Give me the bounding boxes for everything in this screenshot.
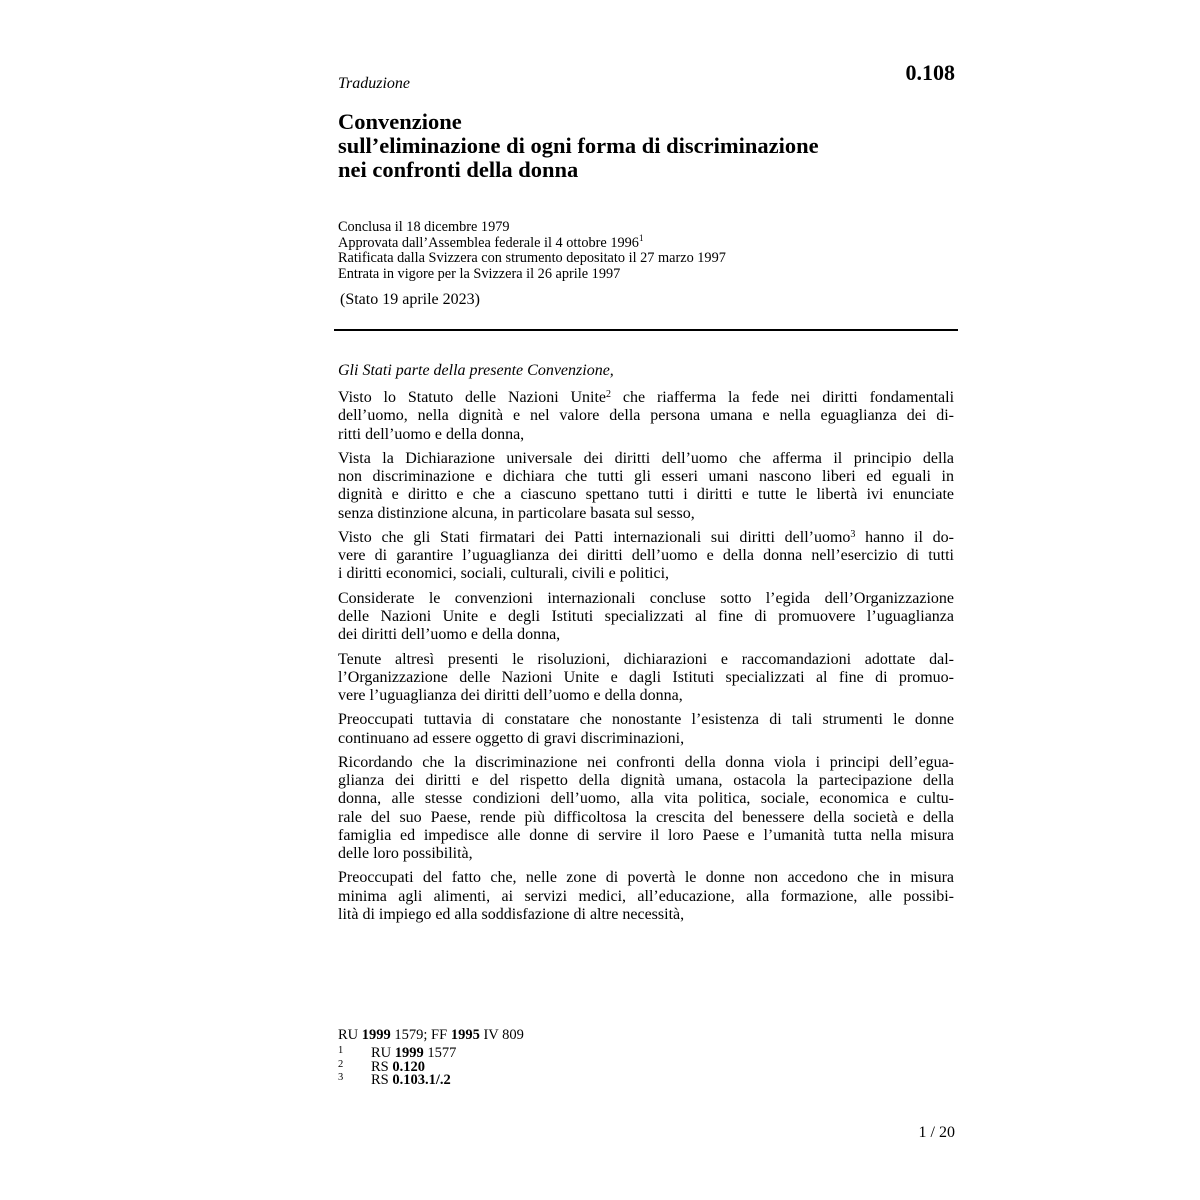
text-line: delle Nazioni Unite e degli Istituti specializzati al fine di promuovere l’uguaglianza bbox=[338, 608, 954, 625]
preamble-paragraph bbox=[338, 450, 954, 523]
concluded-date: Conclusa il 18 dicembre 1979 bbox=[338, 219, 510, 235]
text-line: dei diritti dell’uomo e della donna, bbox=[338, 626, 561, 644]
footnote-number: 1 bbox=[338, 1045, 344, 1056]
document-number: 0.108 bbox=[905, 60, 955, 85]
document-title bbox=[338, 110, 819, 182]
preamble-paragraph bbox=[338, 590, 954, 645]
text-line: Ricordando che la discriminazione nei confronti della donna viola i principi dell’egua- bbox=[338, 753, 954, 771]
page-number: 1 / 20 bbox=[918, 1124, 955, 1141]
footnotes bbox=[338, 1027, 524, 1088]
ratification-date: Ratificata dalla Svizzera con strumento depositato il 27 marzo 1997 bbox=[338, 250, 726, 266]
footnote-text[interactable]: RU 1999 1577 bbox=[371, 1045, 457, 1061]
preamble-paragraph bbox=[338, 754, 954, 863]
source-reference: RU 1999 1579; FF 1995 IV 809 bbox=[338, 1027, 524, 1043]
text-line: continuano ad essere oggetto di gravi discriminazioni, bbox=[338, 729, 685, 747]
footnote-ref[interactable]: 2 bbox=[606, 389, 612, 401]
approval-date: Approvata dall’Assemblea federale il 4 ottobre 1996$^1$ bbox=[338, 232, 644, 251]
text-line: dell’uomo, nella dignità e nel valore della persona umana e nella eguaglianza dei di- bbox=[338, 407, 954, 425]
status-date: (Stato 19 aprile 2023) bbox=[340, 291, 480, 308]
text-line: minima agli alimenti, ai servizi medici, all’educazione, alla formazione, alle possibi- bbox=[338, 887, 954, 905]
text-line: senza distinzione alcuna, in particolare basata sul sesso, bbox=[338, 504, 695, 522]
text-line: ritti dell’uomo e della donna, bbox=[338, 425, 525, 443]
text-line: Tenute altresì presenti le risoluzioni, dichiarazioni e raccomandazioni adottate dal- bbox=[338, 650, 954, 668]
footnote-ref[interactable]: 3 bbox=[850, 529, 856, 540]
footnote-number: 2 bbox=[338, 1058, 344, 1070]
preamble-paragraph bbox=[338, 389, 954, 444]
text-line: Vista la Dichiarazione universale dei diritti dell’uomo che afferma il principio della bbox=[338, 450, 954, 467]
text-line: l’Organizzazione delle Nazioni Unite e dagli Istituti specializzati al fine di promuo- bbox=[338, 668, 954, 686]
preamble-paragraph bbox=[338, 869, 954, 924]
footnote-item bbox=[338, 1074, 524, 1088]
footnote-text[interactable]: RS 0.103.1/.2 bbox=[371, 1072, 451, 1088]
preamble-paragraph bbox=[338, 651, 954, 706]
translation-label: Traduzione bbox=[338, 75, 411, 92]
text-line: Preoccupati tuttavia di constatare che nonostante l’esistenza di tali strumenti le donne bbox=[338, 711, 954, 729]
text-line: vere l’uguaglianza dei diritti dell’uomo e della donna, bbox=[338, 687, 683, 704]
text-line: Visto che gli Stati firmatari dei Patti internazionali sui diritti dell’uomo$^3$ hanno il do- bbox=[338, 529, 954, 546]
entry-into-force-date: Entrata in vigore per la Svizzera il 26 aprile 1997 bbox=[338, 265, 621, 282]
text-line: glianza dei diritti e del rispetto della dignità umana, ostacola la partecipazione della bbox=[338, 772, 954, 790]
title-line: nei confronti della donna bbox=[338, 157, 579, 182]
text-line: i diritti economici, sociali, culturali, civili e politici, bbox=[338, 565, 670, 583]
text-line: Visto lo Statuto delle Nazioni Unite$^2$ che riafferma la fede nei diritti fondamentali bbox=[338, 389, 955, 407]
footnote-item bbox=[338, 1047, 524, 1061]
title-line: sull’eliminazione di ogni forma di discriminazione bbox=[338, 133, 819, 158]
preamble bbox=[338, 362, 954, 930]
document-metadata bbox=[338, 220, 726, 282]
footnote-text[interactable]: RS 0.120 bbox=[371, 1058, 425, 1075]
text-line: Preoccupati del fatto che, nelle zone di povertà le donne non accedono che in misura bbox=[338, 869, 954, 887]
text-line: lità di impiego ed alla soddisfazione di altre necessità, bbox=[338, 905, 685, 923]
title-line: Convenzione bbox=[338, 109, 462, 134]
text-line: dignità e diritto e che a ciascuno spettano tutti i diritti e tutte le libertà ivi enunciate bbox=[338, 486, 954, 504]
text-line: Considerate le convenzioni internazionali concluse sotto l’egida dell’Organizzazione bbox=[338, 589, 954, 607]
text-line: famiglia ed impedisce alle donne di servire il loro Paese e l’umanità tutta nella misura bbox=[338, 826, 954, 844]
footnote-number: 3 bbox=[338, 1072, 344, 1083]
preamble-paragraph bbox=[338, 711, 954, 747]
text-line: rale del suo Paese, rende più difficoltosa la crescita del benessere della società e della bbox=[338, 808, 954, 826]
text-line: donna, alle stesse condizioni dell’uomo, alla vita politica, sociale, economica e cultu- bbox=[338, 790, 954, 808]
footnote-ref[interactable]: 1 bbox=[638, 232, 644, 243]
preamble-opening: Gli Stati parte della presente Convenzione, bbox=[338, 362, 614, 379]
text-line: vere di garantire l’uguaglianza dei diritti dell’uomo e della donna nell’esercizio di tutti bbox=[338, 547, 954, 565]
text-line: delle loro possibilità, bbox=[338, 845, 473, 862]
text-line: non discriminazione e dichiara che tutti gli esseri umani nascono liberi ed eguali in bbox=[338, 468, 954, 486]
header-divider bbox=[334, 329, 958, 331]
preamble-paragraph bbox=[338, 529, 954, 584]
